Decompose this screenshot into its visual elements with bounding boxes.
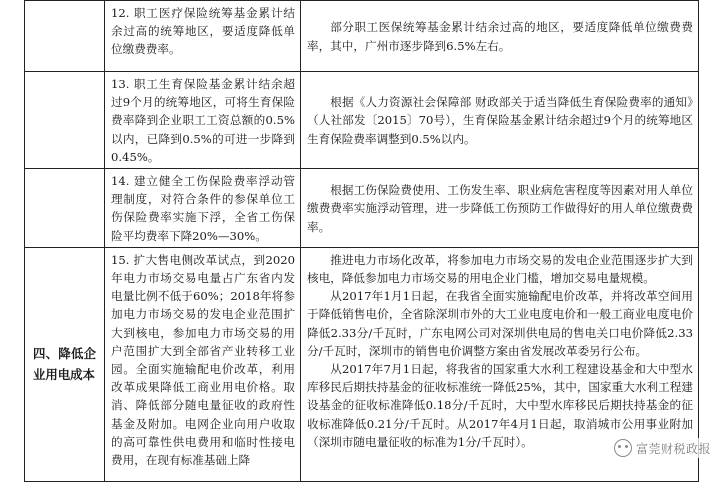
watermark-text: 富莞财税政报 — [635, 441, 711, 456]
paragraph: 从2017年1月1日起，在我省全面实施输配电价改革，并将改革空间用于降低销售电价，全省除深圳市外的大工业电度电价和一般工商业电度电价降低2.33分/千瓦时，广东电网公司对深圳供电局的售电关口电价降低2.33分/千瓦时，深圳市的销售电价调整方案由省发展改革委另行公布。 — [307, 289, 693, 358]
table-row — [25, 72, 699, 169]
implementation-cell — [301, 1, 699, 72]
paragraph: 根据《人力资源社会保障部 财政部关于适当降低生育保险费率的通知》（人社部发〔2015〕70号），生育保险基金累计结余超过9个月的统筹地区生育保险费率调整到0.5%以内。 — [307, 95, 693, 146]
implementation-cell — [301, 169, 699, 248]
category-cell — [25, 72, 105, 169]
measure-cell: 13. 职工生育保险基金累计结余超过9个月的统筹地区，可将生育保险费率降到企业职工工资总额的0.5%以内，已降到0.5%的可进一步降到0.45%。 — [105, 72, 301, 169]
measure-cell: 14. 建立健全工伤保险费率浮动管理制度，对符合条件的参保单位工伤保险费率实施下浮，全省工伤保险平均费率下降20%—30%。 — [105, 169, 301, 248]
paragraph: 从2017年7月1日起，将我省的国家重大水利工程建设基金和大中型水库移民后期扶持基金的征收标准统一降低25%，其中，国家重大水利工程建设基金的征收标准降低0.18分/千瓦时，大中型水库移民后期扶持基金的征收标准降低0.21分/千瓦时。从2017年4月1日起，取消城市公用事业附加（深圳市随电量征收的标准为1分/千瓦时）。 — [307, 362, 693, 449]
watermark — [611, 438, 714, 458]
paragraph: 根据工伤保险费使用、工伤发生率、职业病危害程度等因素对用人单位缴费费率实施浮动管理，进一步降低工伤预防工作做得好的用人单位缴费费率。 — [307, 183, 693, 234]
paragraph: 推进电力市场化改革，将参加电力市场交易的发电企业范围逐步扩大到核电，降低参加电力市场交易的用电企业门槛，增加交易电量规模。 — [307, 252, 693, 286]
category-cell: 四、降低企业用电成本 — [25, 247, 105, 481]
wechat-icon — [614, 439, 632, 457]
paragraph: 部分职工医保统筹基金累计结余过高的地区，要适度降低单位缴费费率，其中，广州市逐步降到6.5%左右。 — [307, 20, 693, 53]
measure-cell: 15. 扩大售电侧改革试点，到2020年电力市场交易电量占广东省内发电量比例不低于60%；2018年将参加电力市场交易的发电企业范围扩大到核电，参加电力市场交易的用户范围扩大到全部省产业转移工业园。全面实施输配电价改革，利用改革成果降低工商业用电价格。取消、降低部分随电量征收的政府性基金及附加。电网企业向用户收取的高可靠性供电费用和临时性接电费用，在现有标准基础上降 — [105, 247, 301, 481]
table-row — [25, 1, 699, 72]
category-cell — [25, 169, 105, 248]
implementation-cell — [301, 72, 699, 169]
table-row — [25, 169, 699, 248]
policy-table — [24, 0, 699, 482]
table-row — [25, 247, 699, 481]
category-cell — [25, 1, 105, 72]
measure-cell: 12. 职工医疗保险统筹基金累计结余过高的统筹地区，要适度降低单位缴费费率。 — [105, 1, 301, 72]
